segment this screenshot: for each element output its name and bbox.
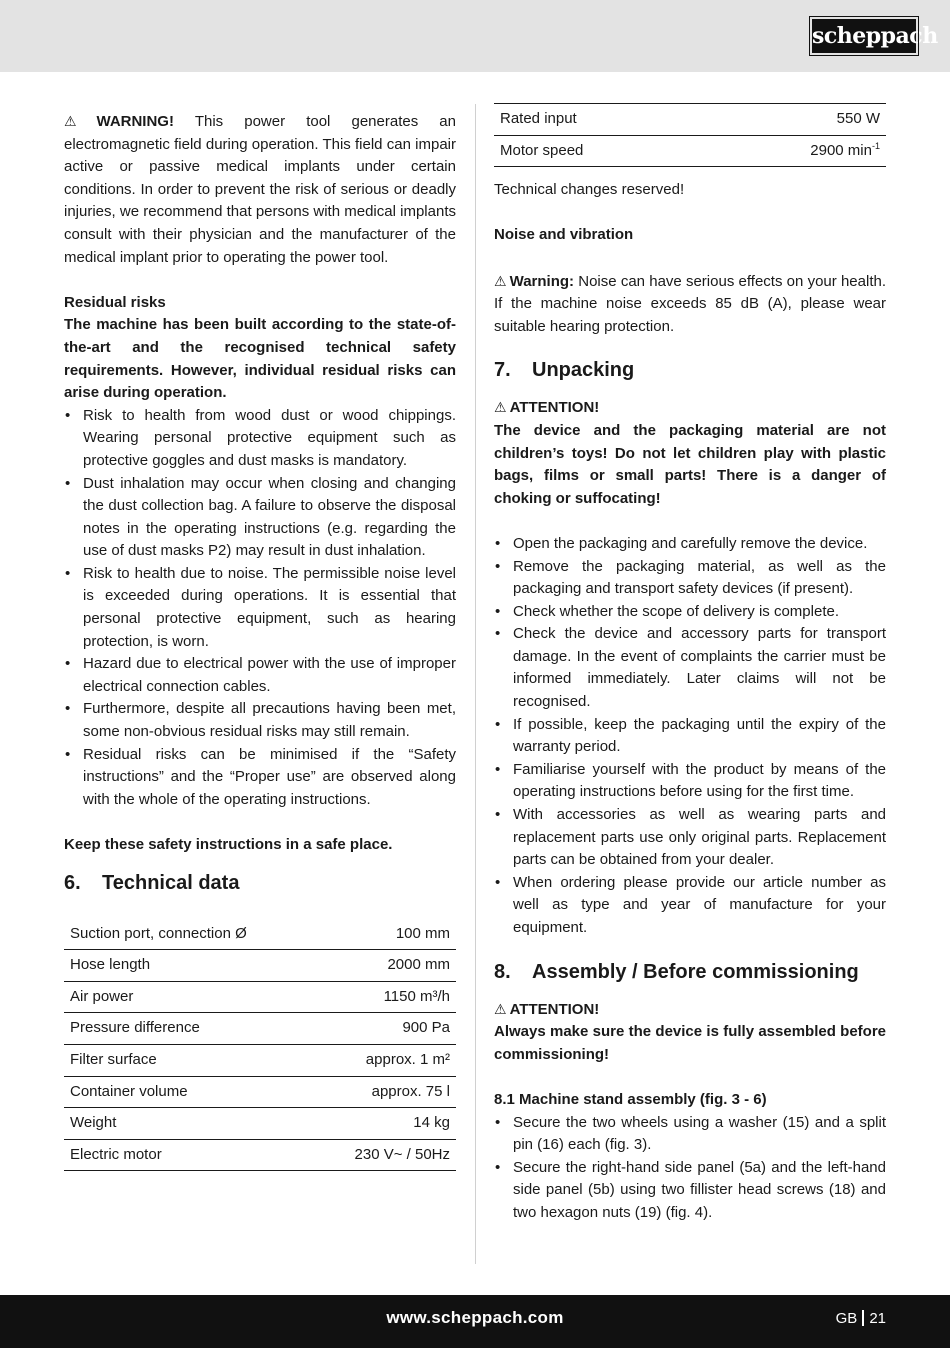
table-row: [64, 1013, 456, 1045]
list-item: • Risk to health from wood dust or wood chippings. Wearing personal protective equipment such as protective goggles and dust masks is mandatory.: [64, 405, 456, 473]
section-6-heading: [64, 865, 456, 897]
technical-data-table-continued: [494, 103, 886, 167]
table-value: 900 Pa: [314, 1013, 456, 1045]
warning-label: WARNING!: [96, 113, 174, 130]
residual-risks-list: [64, 405, 456, 812]
list-item: • Open the packaging and carefully remove the device.: [494, 533, 886, 556]
table-label: Suction port, connection Ø: [64, 919, 314, 950]
unpacking-list: [494, 533, 886, 940]
left-column: [64, 110, 456, 1171]
list-item: • If possible, keep the packaging until the expiry of the warranty period.: [494, 714, 886, 759]
warning-text: This power tool generates an electromagnetic field during operation. This field can impair active or passive medical implants under certain conditions. In order to prevent the risk of serious or deadly injuries, we recommend that persons with medical implants consult with their physician and the manufacturer of the medical implant prior to operating the power tool.: [64, 113, 456, 266]
table-row: [64, 1139, 456, 1171]
table-row: [64, 1108, 456, 1140]
table-value: 1150 m³/h: [314, 981, 456, 1013]
section-number: 8.: [494, 960, 511, 983]
list-item: • Check the device and accessory parts for transport damage. In the event of complaints the carrier must be informed immediately. Later claims will not be recognised.: [494, 623, 886, 713]
residual-risks-intro: The machine has been built according to the state-of-the-art and the recognised technical safety requirements. However, individual residual risks can arise during operation.: [64, 316, 456, 402]
changes-reserved: Technical changes reserved!: [494, 181, 685, 199]
table-row: [494, 104, 886, 136]
list-item: • Risk to health due to noise. The permissible noise level is exceeded during operations. It is essential that personal protective equipment, such as hearing protection, is worn.: [64, 563, 456, 653]
section-title: Assembly / Before commissioning: [532, 960, 859, 983]
table-label: Air power: [64, 981, 314, 1013]
motor-speed-value: 2900 min: [810, 141, 872, 159]
list-item: • With accessories as well as wearing parts and replacement parts use only original parts. Replacement parts can be obtained from your dealer.: [494, 804, 886, 872]
unpack-attention-text: The device and the packaging material are not children’s toys! Do not let children play with plastic bags, films or small parts! There is a danger of choking or suffocating!: [494, 421, 886, 507]
table-label: Weight: [64, 1108, 314, 1140]
table-label: Rated input: [494, 104, 705, 136]
table-label: Pressure difference: [64, 1013, 314, 1045]
keep-safe-note: Keep these safety instructions in a safe place.: [64, 836, 393, 853]
section-title: Unpacking: [532, 359, 635, 382]
table-value: [705, 135, 886, 167]
list-item: • Check whether the scope of delivery is complete.: [494, 601, 886, 624]
noise-vibration-title: Noise and vibration: [494, 226, 634, 244]
table-label: Electric motor: [64, 1139, 314, 1171]
table-row: [494, 135, 886, 167]
header-bar: [0, 0, 950, 72]
footer-bar: [0, 1295, 950, 1348]
warning-triangle-icon: ⚠: [494, 1000, 507, 1017]
noise-warning: [494, 270, 886, 339]
emf-warning: [64, 110, 456, 269]
list-item: • Familiarise yourself with the product by means of the operating instructions before using for the first time.: [494, 759, 886, 804]
section-8-heading: [494, 954, 886, 986]
motor-speed-exponent: -1: [871, 140, 880, 151]
attention-label: ATTENTION!: [509, 399, 600, 417]
column-divider: [475, 104, 476, 1264]
table-row: [64, 981, 456, 1013]
section-number: 6.: [64, 871, 81, 894]
table-label: Filter surface: [64, 1044, 314, 1076]
warning-triangle-icon: ⚠: [494, 399, 507, 416]
assembly-list: [494, 1112, 886, 1225]
section-number: 7.: [494, 359, 511, 382]
list-item: • Residual risks can be minimised if the “Safety instructions” and the “Proper use” are observed along with the whole of the operating instructions.: [64, 744, 456, 812]
list-item: • Secure the two wheels using a washer (15) and a split pin (16) each (fig. 3).: [494, 1112, 886, 1157]
table-value: 230 V~ / 50Hz: [314, 1139, 456, 1171]
list-item: • When ordering please provide our article number as well as type and year of manufacture for your equipment.: [494, 872, 886, 940]
list-item: • Furthermore, despite all precautions having been met, some non-obvious residual risks may still remain.: [64, 698, 456, 743]
residual-risks-title: Residual risks: [64, 293, 166, 311]
assembly-attention-text: Always make sure the device is fully assembled before commissioning!: [494, 1023, 886, 1063]
table-value: 550 W: [705, 104, 886, 136]
table-label: Container volume: [64, 1076, 314, 1108]
table-value: 14 kg: [314, 1108, 456, 1140]
table-value: approx. 1 m²: [314, 1044, 456, 1076]
language-code: GB: [835, 1310, 858, 1327]
list-item: • Hazard due to electrical power with the use of improper electrical connection cables.: [64, 653, 456, 698]
attention-heading: [494, 396, 886, 420]
table-row: [64, 950, 456, 982]
table-value: 100 mm: [314, 919, 456, 950]
table-value: approx. 75 l: [314, 1076, 456, 1108]
technical-data-table: [64, 919, 456, 1172]
list-item: • Remove the packaging material, as well as the packaging and transport safety devices (if present).: [494, 556, 886, 601]
table-row: [64, 919, 456, 950]
separator: [862, 1310, 864, 1326]
noise-warning-text: Noise can have serious effects on your health. If the machine noise exceeds 85 dB (A), please wear suitable hearing protection.: [494, 272, 886, 335]
noise-warning-label: Warning:: [509, 272, 575, 290]
warning-triangle-icon: ⚠: [64, 113, 94, 129]
section-title: Technical data: [102, 871, 240, 894]
table-label: Motor speed: [494, 135, 705, 167]
scheppach-logo: scheppach: [810, 17, 918, 55]
attention-heading: [494, 998, 886, 1022]
page-indicator: [836, 1308, 886, 1331]
section-7-heading: [494, 352, 886, 384]
list-item: • Dust inhalation may occur when closing and changing the dust collection bag. A failure to observe the disposal notes in the operating instructions (e.g. regarding the use of dust masks P2) may result in dust inhalation.: [64, 473, 456, 563]
warning-triangle-icon: ⚠: [494, 272, 507, 289]
right-column: [494, 103, 886, 1225]
table-label: Hose length: [64, 950, 314, 982]
subsection-title: 8.1 Machine stand assembly (fig. 3 - 6): [494, 1090, 767, 1108]
table-row: [64, 1076, 456, 1108]
page-number: 21: [869, 1310, 886, 1327]
list-item: • Secure the right-hand side panel (5a) and the left-hand side panel (5b) using two fillister head screws (18) and two hexagon nuts (19) (fig. 4).: [494, 1157, 886, 1225]
website-link[interactable]: www.scheppach.com: [386, 1308, 564, 1327]
attention-label: ATTENTION!: [509, 1000, 600, 1018]
table-row: [64, 1044, 456, 1076]
table-value: 2000 mm: [314, 950, 456, 982]
